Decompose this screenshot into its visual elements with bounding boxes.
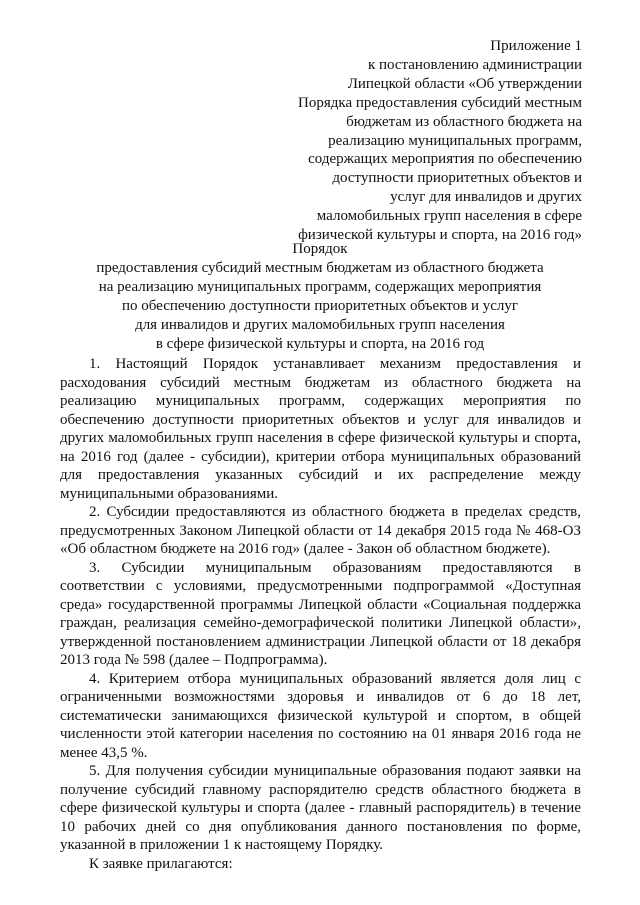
annex-line: реализацию муниципальных программ, bbox=[328, 132, 582, 149]
annex-line: бюджетам из областного бюджета на bbox=[346, 113, 582, 130]
annex-line: маломобильных групп населения в сфере bbox=[316, 208, 582, 225]
title-line: в сфере физической культуры и спорта, на 2016 год bbox=[155, 335, 485, 352]
title-line: для инвалидов и других маломобильных групп населения bbox=[135, 316, 505, 333]
document-title bbox=[60, 240, 580, 353]
paragraph-5: 5. Для получения субсидии муниципальные образования подают заявки на получение субсидий главному распорядителю средств областного бюджета в сфере физической культуры и спорта (далее - главный распорядитель) в течение 10 рабочих дней со дня опубликования данного постановления по форме, указанной в приложении 1 к настоящему Порядку. bbox=[60, 763, 581, 853]
annex-line: доступности приоритетных объектов и bbox=[332, 170, 582, 187]
document-body bbox=[60, 355, 581, 873]
annex-line: Порядка предоставления субсидий местным bbox=[298, 94, 582, 111]
annex-line: Липецкой области «Об утверждении bbox=[347, 75, 582, 92]
paragraph-attachments-intro: К заявке прилагаются: bbox=[89, 855, 233, 872]
annex-line: услуг для инвалидов и других bbox=[390, 189, 582, 206]
paragraph-3: 3. Субсидии муниципальным образованиям предоставляются в соответствии с условиями, предусмотренными подпрограммой «Доступная среда» государственной программы Липецкой области «Социальная поддержка граждан, реализация семейно-демографической политики Липецкой области», утвержденной постановлением администрации Липецкой области от 18 декабря 2013 года № 598 (далее – Подпрограмма). bbox=[60, 559, 581, 668]
annex-line: к постановлению администрации bbox=[367, 56, 582, 73]
annex-header bbox=[252, 37, 582, 245]
paragraph-2: 2. Субсидии предоставляются из областного бюджета в пределах средств, предусмотренных Законом Липецкой области от 14 декабря 2015 года № 468-ОЗ «Об областном бюджете на 2016 год» (далее - Закон об областном бюджете). bbox=[60, 504, 581, 557]
paragraph-1: 1. Настоящий Порядок устанавливает механизм предоставления и расходования субсидий местным бюджетам из областного бюджета на реализацию муниципальных программ, содержащих мероприятия по обеспечению доступности приоритетных объектов и услуг для инвалидов и других маломобильных групп населения в сфере физической культуры и спорта, на 2016 год (далее - субсидии), критерии отбора муниципальных образований для предоставления указанных субсидий и их распределение между муниципальными образованиями. bbox=[60, 356, 581, 502]
paragraph-4: 4. Критерием отбора муниципальных образований является доля лиц с ограниченными возможностями здоровья и инвалидов от 6 до 18 лет, систематически занимающихся физической культурой и спортом, в общей численности этой категории населения по состоянию на 01 января 2016 года не менее 43,5 %. bbox=[60, 670, 581, 761]
title-line: предоставления субсидий местным бюджетам из областного бюджета bbox=[96, 259, 544, 276]
annex-line: физической культуры и спорта, на 2016 год» bbox=[298, 227, 582, 244]
title-line: по обеспечению доступности приоритетных объектов и услуг bbox=[121, 297, 519, 314]
title-heading: Порядок bbox=[292, 241, 348, 257]
title-line: на реализацию муниципальных программ, содержащих мероприятия bbox=[98, 278, 542, 295]
annex-line: содержащих мероприятия по обеспечению bbox=[308, 151, 582, 168]
annex-line: Приложение 1 bbox=[490, 38, 582, 54]
